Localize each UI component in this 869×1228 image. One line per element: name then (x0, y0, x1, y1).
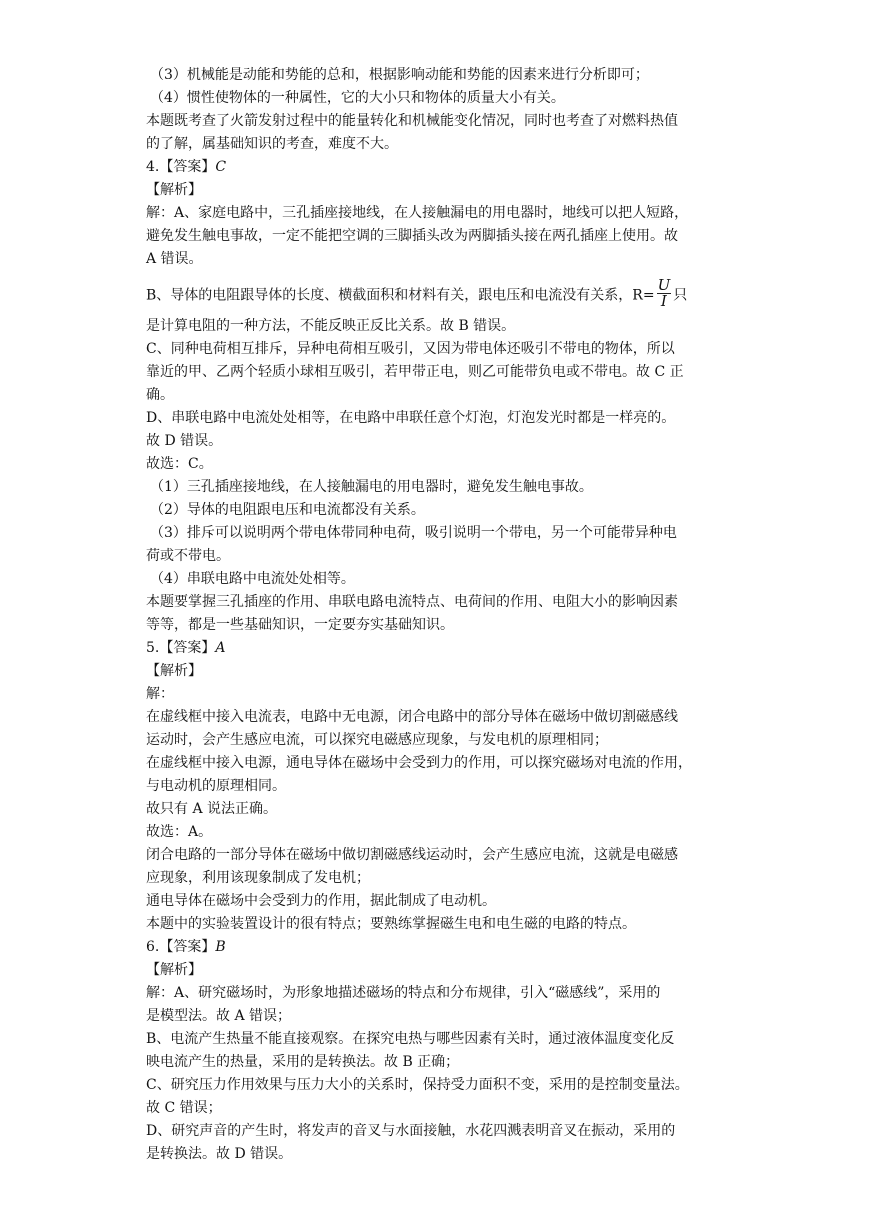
text-line: 解： (146, 686, 174, 702)
text-line: 通电导体在磁场中会受到力的作用，据此制成了电动机。 (146, 893, 496, 909)
answer-label: 5.【答案】 (146, 640, 216, 656)
answer-value: C (215, 159, 227, 175)
text-line: 故选：C。 (146, 456, 213, 472)
text-line: 是模型法。故 A 错误； (146, 1008, 292, 1024)
text-line: 与电动机的原理相同。 (146, 778, 286, 794)
text-line: 靠近的甲、乙两个轻质小球相互吸引，若甲带正电，则乙可能带负电或不带电。故 C 正 (146, 364, 684, 380)
fraction-numerator: U (657, 276, 671, 294)
text-line: 故选：A。 (146, 824, 213, 840)
text-line: 解：A、研究磁场时，为形象地描述磁场的特点和分布规律，引入“磁感线”，采用的 (146, 985, 661, 1001)
resistance-fraction (657, 278, 672, 309)
analysis-heading: 【解析】 (146, 182, 202, 198)
text-line: 应现象，利用该现象制成了发电机； (146, 870, 370, 886)
answer-value: B (215, 939, 226, 955)
text-line: 在虚线框中接入电源，通电导体在磁场中会受到力的作用，可以探究磁场对电流的作用， (146, 755, 692, 771)
analysis-heading: 【解析】 (146, 663, 202, 679)
text-line: C、同种电荷相互排斥，异种电荷相互吸引，又因为带电体还吸引不带电的物体，所以 (146, 341, 675, 357)
text-line: 荷或不带电。 (146, 548, 230, 564)
text-line: 本题既考查了火箭发射过程中的能量转化和机械能变化情况，同时也考查了对燃料热值 (146, 113, 678, 129)
text-line: （4）串联电路中电流处处相等。 (150, 571, 355, 587)
answer-heading (146, 156, 226, 179)
text-line-with-formula (146, 276, 688, 310)
text-line: 等等，都是一些基础知识，一定要夯实基础知识。 (146, 617, 454, 633)
analysis-heading: 【解析】 (146, 962, 202, 978)
text-line: 闭合电路的一部分导体在磁场中做切割磁感线运动时，会产生感应电流，这就是电磁感 (146, 847, 678, 863)
answer-heading (146, 936, 226, 959)
text-line: D、研究声音的产生时，将发声的音叉与水面接触，水花四溅表明音叉在振动，采用的 (146, 1123, 676, 1139)
text-line: 本题要掌握三孔插座的作用、串联电路电流特点、电荷间的作用、电阻大小的影响因素 (146, 594, 678, 610)
answer-value: A (215, 640, 226, 656)
text-line: 避免发生触电事故，一定不能把空调的三脚插头改为两脚插头接在两孔插座上使用。故 (146, 228, 678, 244)
answer-heading (146, 637, 225, 660)
text-line: A 错误。 (146, 251, 203, 267)
formula-trail-text: 只 (673, 287, 688, 304)
fraction-denominator: I (660, 292, 667, 310)
text-line: 在虚线框中接入电流表，电路中无电源，闭合电路中的部分导体在磁场中做切割磁感线 (146, 709, 678, 725)
text-line: 本题中的实验装置设计的很有特点；要熟练掌握磁生电和电生磁的电路的特点。 (146, 916, 636, 932)
text-line: 是转换法。故 D 错误。 (146, 1146, 293, 1162)
text-line: （3）排斥可以说明两个带电体带同种电荷，吸引说明一个带电，另一个可能带异种电 (150, 525, 677, 541)
text-line: 解：A、家庭电路中，三孔插座接地线，在人接触漏电的用电器时，地线可以把人短路， (146, 205, 689, 221)
text-line: 映电流产生的热量，采用的是转换法。故 B 正确； (146, 1054, 460, 1070)
text-line: 运动时，会产生感应电流，可以探究电磁感应现象，与发电机的原理相同； (146, 732, 608, 748)
text-line: 故只有 A 说法正确。 (146, 801, 278, 817)
text-line: 故 C 错误； (146, 1100, 222, 1116)
text-line: B、电流产生热量不能直接观察。在探究电热与哪些因素有关时，通过液体温度变化反 (146, 1031, 675, 1047)
text-line: 故 D 错误。 (146, 433, 223, 449)
text-line: D、串联电路中电流处处相等，在电路中串联任意个灯泡，灯泡发光时都是一样亮的。 (146, 410, 676, 426)
answer-label: 6.【答案】 (146, 939, 216, 955)
text-line: 确。 (146, 387, 174, 403)
text-line: （4）惯性使物体的一种属性，它的大小只和物体的质量大小有关。 (150, 90, 565, 106)
text-line: （3）机械能是动能和势能的总和，根据影响动能和势能的因素来进行分析即可； (150, 67, 649, 83)
formula-lead-text: B、导体的电阻跟导体的长度、横截面积和材料有关，跟电压和电流没有关系，R= (146, 287, 655, 304)
text-line: （2）导体的电阻跟电压和电流都没有关系。 (150, 502, 425, 518)
text-line: 的了解，属基础知识的考查，难度不大。 (146, 136, 398, 152)
text-line: （1）三孔插座接地线，在人接触漏电的用电器时，避免发生触电事故。 (150, 479, 593, 495)
text-line: C、研究压力作用效果与压力大小的关系时，保持受力面积不变，采用的是控制变量法。 (146, 1077, 689, 1093)
text-line: 是计算电阻的一种方法，不能反映正反比关系。故 B 错误。 (146, 318, 516, 334)
answer-label: 4.【答案】 (146, 159, 216, 175)
